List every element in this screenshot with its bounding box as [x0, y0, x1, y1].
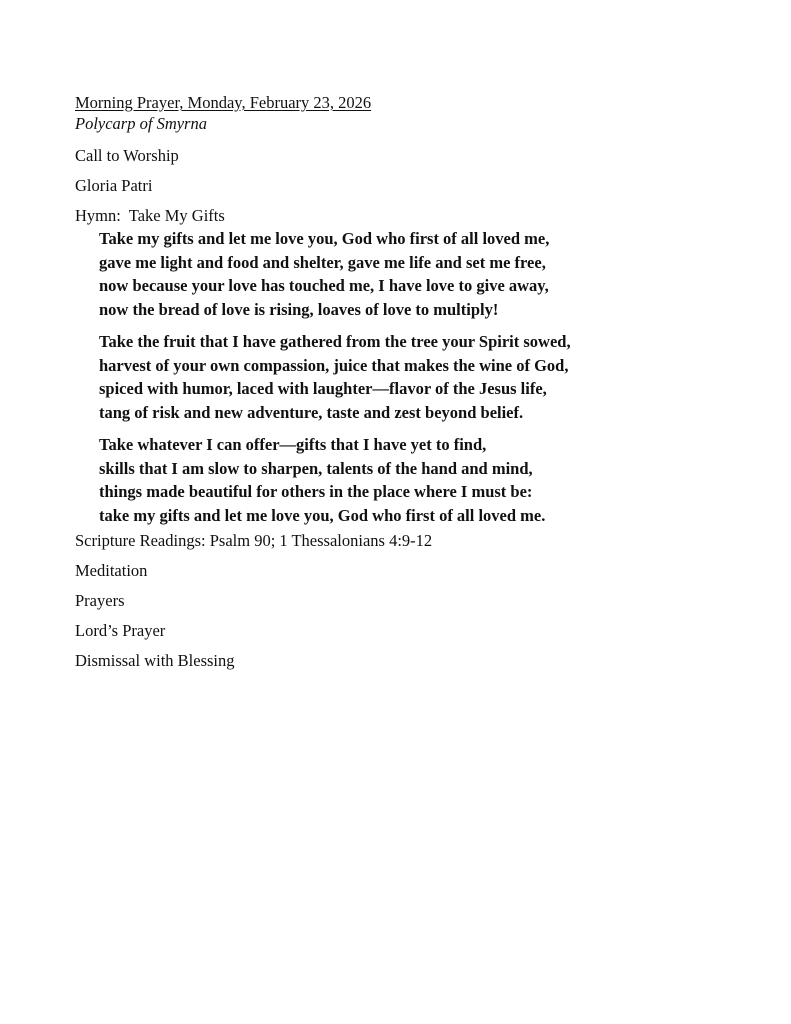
hymn-stanza-3	[99, 433, 735, 527]
lords-prayer: Lord’s Prayer	[75, 621, 166, 640]
hymn-line: spiced with humor, laced with laughter—flavor of the Jesus life,	[99, 379, 547, 398]
hymn-line: now because your love has touched me, I have love to give away,	[99, 276, 549, 295]
hymn-line: things made beautiful for others in the place where I must be:	[99, 482, 533, 501]
hymn-line: now the bread of love is rising, loaves of love to multiply!	[99, 299, 499, 319]
hymn-line: Take the fruit that I have gathered from the tree your Spirit sowed,	[99, 332, 571, 351]
call-to-worship: Call to Worship	[75, 146, 179, 165]
gloria-patri: Gloria Patri	[75, 176, 153, 195]
bulletin-page	[75, 92, 735, 671]
dismissal-with-blessing: Dismissal with Blessing	[75, 651, 235, 670]
hymn-stanza-2	[99, 330, 735, 424]
hymn-line: Take whatever I can offer—gifts that I have yet to find,	[99, 435, 487, 454]
hymn-line: take my gifts and let me love you, God who first of all loved me.	[99, 505, 546, 525]
prayers: Prayers	[75, 591, 125, 610]
meditation: Meditation	[75, 561, 148, 580]
scripture-readings: Scripture Readings: Psalm 90; 1 Thessalonians 4:9-12	[75, 531, 433, 550]
hymn-line: harvest of your own compassion, juice that makes the wine of God,	[99, 355, 569, 375]
hymn-line: tang of risk and new adventure, taste and zest beyond belief.	[99, 402, 524, 422]
commemoration-subtitle: Polycarp of Smyrna	[75, 114, 207, 133]
hymn-line: Take my gifts and let me love you, God who first of all loved me,	[99, 229, 550, 248]
hymn-stanza-1	[99, 227, 735, 321]
hymn-line: skills that I am slow to sharpen, talents of the hand and mind,	[99, 458, 533, 478]
hymn-line: gave me light and food and shelter, gave me life and set me free,	[99, 252, 546, 272]
page-title: Morning Prayer, Monday, February 23, 2026	[75, 93, 372, 112]
hymn-text	[99, 227, 735, 527]
hymn-heading: Hymn: Take My Gifts	[75, 206, 225, 225]
